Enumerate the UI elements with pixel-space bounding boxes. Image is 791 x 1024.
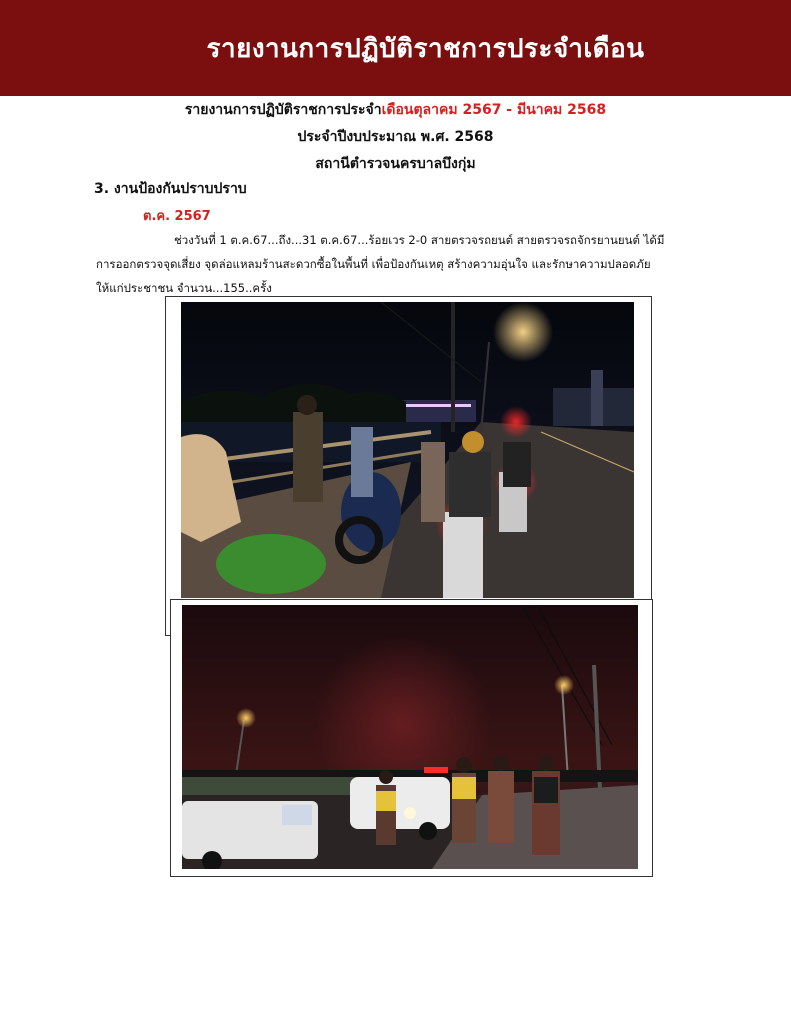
section-title: 3. งานป้องกันปราบปราบ xyxy=(94,181,247,197)
report-heading-line1 xyxy=(0,99,791,121)
month-label: ต.ค. 2567 xyxy=(143,209,211,224)
patrol-photo-image xyxy=(182,605,638,869)
paragraph-line-1: ช่วงวันที่ 1 ต.ค.67...ถึง...31 ต.ค.67...ร้อยเวร 2-0 สายตรวจรถยนต์ สายตรวจรถจักรยานยนต์ ได้มี xyxy=(174,233,665,247)
photo-checkpoint-bridge xyxy=(181,302,634,598)
fiscal-year-line: ประจำปีงบประมาณ พ.ศ. 2568 xyxy=(297,129,494,145)
heading-prefix: รายงานการปฏิบัติราชการประจำ xyxy=(184,102,382,118)
report-banner xyxy=(0,0,791,96)
photo-patrol-officers xyxy=(182,605,638,869)
paragraph-line-2: การออกตรวจจุดเสี่ยง จุดล่อแหลมร้านสะดวกซื้อในพื้นที่ เพื่อป้องกันเหตุ สร้างความอุ่นใจ และรักษาความปลอดภัย xyxy=(96,257,651,271)
banner-title: รายงานการปฏิบัติราชการประจำเดือน xyxy=(206,33,645,64)
heading-period: เดือนตุลาคม 2567 - มีนาคม 2568 xyxy=(381,102,607,118)
activity-paragraph xyxy=(96,228,722,300)
paragraph-line-3: ให้แก่ประชาชน จำนวน...155..ครั้ง xyxy=(96,281,272,295)
checkpoint-photo-image xyxy=(181,302,634,598)
station-name: สถานีตำรวจนครบาลบึงกุ่ม xyxy=(315,156,476,172)
